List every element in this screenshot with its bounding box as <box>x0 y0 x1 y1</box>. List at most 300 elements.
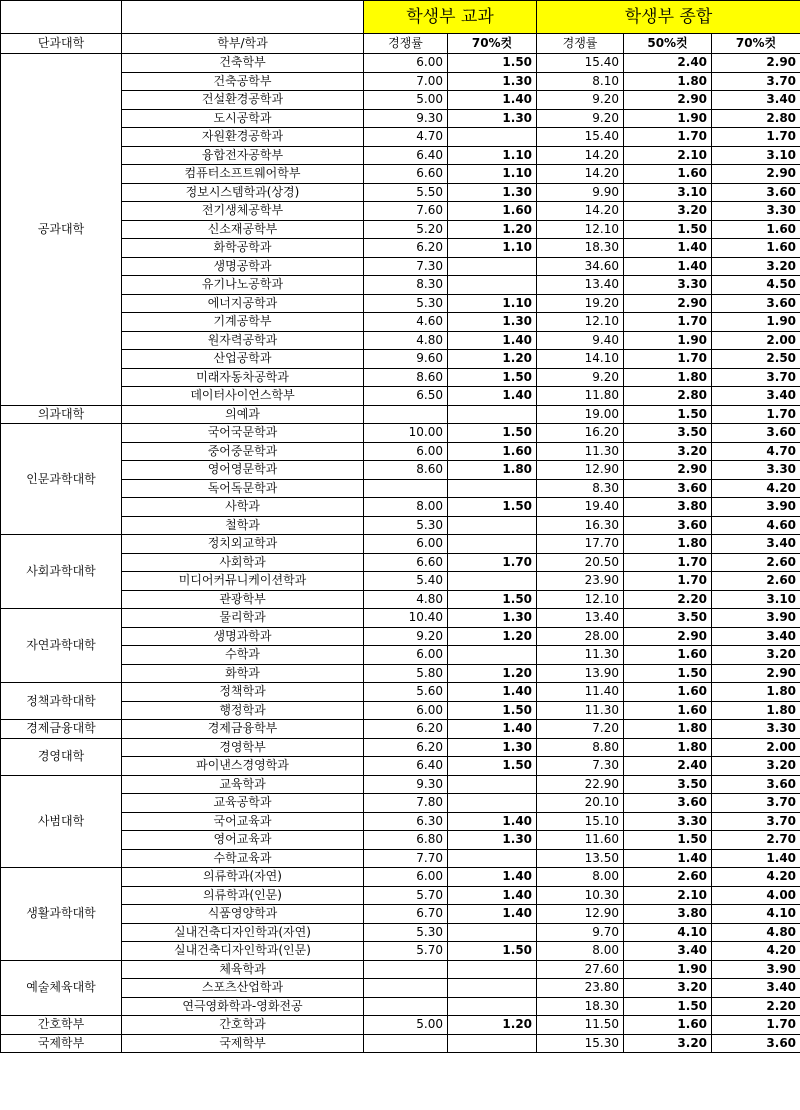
jonghap-50cut: 3.40 <box>624 942 712 961</box>
jonghap-50cut: 1.90 <box>624 109 712 128</box>
dept-name: 생명과학과 <box>122 627 364 646</box>
gyogwa-rate <box>364 479 448 498</box>
gyogwa-70cut: 1.50 <box>448 498 537 517</box>
jonghap-70cut: 3.90 <box>712 960 800 979</box>
gyogwa-rate: 7.30 <box>364 257 448 276</box>
jonghap-70cut: 3.60 <box>712 294 800 313</box>
jonghap-50cut: 2.20 <box>624 590 712 609</box>
dept-name: 정책학과 <box>122 683 364 702</box>
table-row <box>1 960 800 979</box>
dept-name: 신소재공학부 <box>122 220 364 239</box>
dept-name: 수학교육과 <box>122 849 364 868</box>
jonghap-70cut: 3.60 <box>712 775 800 794</box>
blank-header-cell <box>122 1 364 34</box>
gyogwa-70cut: 1.40 <box>448 683 537 702</box>
dept-name: 도시공학과 <box>122 109 364 128</box>
gyogwa-70cut: 1.20 <box>448 350 537 369</box>
dept-name: 국어국문학과 <box>122 424 364 443</box>
jonghap-rate: 16.20 <box>537 424 624 443</box>
jonghap-70cut: 4.20 <box>712 942 800 961</box>
dept-name: 사학과 <box>122 498 364 517</box>
gyogwa-70cut: 1.50 <box>448 942 537 961</box>
gyogwa-70cut: 1.50 <box>448 701 537 720</box>
college-name: 의과대학 <box>1 405 122 424</box>
gyogwa-rate <box>364 1034 448 1053</box>
gyogwa-rate: 6.70 <box>364 905 448 924</box>
jonghap-70cut: 4.80 <box>712 923 800 942</box>
dept-name: 교육학과 <box>122 775 364 794</box>
gyogwa-70cut: 1.40 <box>448 868 537 887</box>
jonghap-50cut: 2.10 <box>624 886 712 905</box>
gyogwa-rate: 6.80 <box>364 831 448 850</box>
gyogwa-rate: 8.30 <box>364 276 448 295</box>
gyogwa-70cut <box>448 405 537 424</box>
jonghap-70cut: 3.40 <box>712 535 800 554</box>
gyogwa-rate: 9.20 <box>364 627 448 646</box>
jonghap-50cut: 1.70 <box>624 350 712 369</box>
gyogwa-rate: 8.60 <box>364 461 448 480</box>
jonghap-rate: 19.20 <box>537 294 624 313</box>
col-header-gyogwa-70cut: 70%컷 <box>448 34 537 54</box>
jonghap-70cut: 3.10 <box>712 146 800 165</box>
gyogwa-70cut: 1.40 <box>448 812 537 831</box>
jonghap-rate: 15.10 <box>537 812 624 831</box>
col-header-jonghap-50cut: 50%컷 <box>624 34 712 54</box>
college-name: 예술체육대학 <box>1 960 122 1016</box>
jonghap-rate: 27.60 <box>537 960 624 979</box>
dept-name: 간호학과 <box>122 1016 364 1035</box>
gyogwa-rate: 4.80 <box>364 331 448 350</box>
gyogwa-rate: 9.60 <box>364 350 448 369</box>
jonghap-50cut: 3.20 <box>624 202 712 221</box>
gyogwa-70cut <box>448 516 537 535</box>
group-header-row <box>1 1 800 34</box>
college-name: 경영대학 <box>1 738 122 775</box>
jonghap-rate: 8.80 <box>537 738 624 757</box>
dept-name: 생명공학과 <box>122 257 364 276</box>
group-header-jonghap: 학생부 종합 <box>537 1 800 34</box>
gyogwa-70cut: 1.60 <box>448 442 537 461</box>
gyogwa-rate: 10.40 <box>364 609 448 628</box>
gyogwa-70cut <box>448 479 537 498</box>
dept-name: 식품영양학과 <box>122 905 364 924</box>
dept-name: 실내건축디자인학과(자연) <box>122 923 364 942</box>
gyogwa-rate: 6.00 <box>364 646 448 665</box>
gyogwa-rate <box>364 405 448 424</box>
jonghap-50cut: 1.90 <box>624 960 712 979</box>
gyogwa-rate: 5.20 <box>364 220 448 239</box>
dept-name: 독어독문학과 <box>122 479 364 498</box>
jonghap-70cut: 4.60 <box>712 516 800 535</box>
gyogwa-70cut <box>448 535 537 554</box>
dept-name: 정치외교학과 <box>122 535 364 554</box>
gyogwa-rate: 6.30 <box>364 812 448 831</box>
jonghap-70cut: 3.30 <box>712 461 800 480</box>
gyogwa-rate: 6.00 <box>364 54 448 73</box>
jonghap-rate: 14.20 <box>537 146 624 165</box>
jonghap-50cut: 3.50 <box>624 775 712 794</box>
table-row <box>1 54 800 73</box>
gyogwa-rate: 5.00 <box>364 91 448 110</box>
gyogwa-70cut <box>448 646 537 665</box>
jonghap-70cut: 3.60 <box>712 424 800 443</box>
gyogwa-70cut: 1.20 <box>448 664 537 683</box>
gyogwa-70cut: 1.50 <box>448 424 537 443</box>
college-name: 사범대학 <box>1 775 122 868</box>
dept-name: 미디어커뮤니케이션학과 <box>122 572 364 591</box>
dept-name: 교육공학과 <box>122 794 364 813</box>
jonghap-rate: 18.30 <box>537 997 624 1016</box>
college-name: 정책과학대학 <box>1 683 122 720</box>
dept-name: 기계공학부 <box>122 313 364 332</box>
gyogwa-70cut: 1.50 <box>448 757 537 776</box>
jonghap-50cut: 3.10 <box>624 183 712 202</box>
dept-name: 정보시스템학과(상경) <box>122 183 364 202</box>
jonghap-70cut: 2.60 <box>712 553 800 572</box>
jonghap-70cut: 2.90 <box>712 664 800 683</box>
jonghap-rate: 11.30 <box>537 701 624 720</box>
gyogwa-70cut: 1.10 <box>448 239 537 258</box>
table-row <box>1 1034 800 1053</box>
dept-name: 중어중문학과 <box>122 442 364 461</box>
gyogwa-70cut: 1.10 <box>448 165 537 184</box>
dept-name: 실내건축디자인학과(인문) <box>122 942 364 961</box>
table-row <box>1 424 800 443</box>
gyogwa-rate: 4.60 <box>364 313 448 332</box>
jonghap-50cut: 3.60 <box>624 479 712 498</box>
jonghap-rate: 20.10 <box>537 794 624 813</box>
dept-name: 영어교육과 <box>122 831 364 850</box>
gyogwa-70cut: 1.30 <box>448 183 537 202</box>
jonghap-rate: 12.10 <box>537 313 624 332</box>
jonghap-50cut: 1.80 <box>624 720 712 739</box>
jonghap-70cut: 3.20 <box>712 257 800 276</box>
jonghap-70cut: 2.20 <box>712 997 800 1016</box>
gyogwa-70cut: 1.40 <box>448 91 537 110</box>
table-row <box>1 720 800 739</box>
gyogwa-rate: 10.00 <box>364 424 448 443</box>
jonghap-70cut: 2.80 <box>712 109 800 128</box>
jonghap-rate: 34.60 <box>537 257 624 276</box>
dept-name: 국어교육과 <box>122 812 364 831</box>
jonghap-50cut: 1.60 <box>624 701 712 720</box>
dept-name: 관광학부 <box>122 590 364 609</box>
jonghap-70cut: 1.70 <box>712 405 800 424</box>
jonghap-50cut: 3.30 <box>624 812 712 831</box>
gyogwa-70cut <box>448 276 537 295</box>
jonghap-rate: 19.40 <box>537 498 624 517</box>
jonghap-rate: 23.80 <box>537 979 624 998</box>
jonghap-rate: 20.50 <box>537 553 624 572</box>
jonghap-rate: 13.40 <box>537 609 624 628</box>
jonghap-70cut: 2.90 <box>712 54 800 73</box>
jonghap-70cut: 4.20 <box>712 479 800 498</box>
jonghap-rate: 13.50 <box>537 849 624 868</box>
jonghap-70cut: 3.40 <box>712 627 800 646</box>
gyogwa-rate: 8.00 <box>364 498 448 517</box>
jonghap-rate: 9.20 <box>537 368 624 387</box>
gyogwa-rate: 6.40 <box>364 757 448 776</box>
jonghap-70cut: 1.80 <box>712 701 800 720</box>
jonghap-50cut: 3.60 <box>624 516 712 535</box>
jonghap-50cut: 1.80 <box>624 72 712 91</box>
gyogwa-rate: 6.60 <box>364 553 448 572</box>
blank-header-cell <box>1 1 122 34</box>
dept-name: 유기나노공학과 <box>122 276 364 295</box>
jonghap-70cut: 1.90 <box>712 313 800 332</box>
dept-name: 건설환경공학과 <box>122 91 364 110</box>
jonghap-rate: 15.40 <box>537 54 624 73</box>
jonghap-rate: 13.40 <box>537 276 624 295</box>
dept-name: 컴퓨터소프트웨어학부 <box>122 165 364 184</box>
jonghap-70cut: 4.70 <box>712 442 800 461</box>
jonghap-70cut: 2.00 <box>712 738 800 757</box>
gyogwa-70cut: 1.50 <box>448 590 537 609</box>
jonghap-50cut: 2.90 <box>624 461 712 480</box>
jonghap-70cut: 2.90 <box>712 165 800 184</box>
dept-name: 의류학과(자연) <box>122 868 364 887</box>
gyogwa-70cut: 1.10 <box>448 146 537 165</box>
dept-name: 체육학과 <box>122 960 364 979</box>
gyogwa-rate <box>364 960 448 979</box>
jonghap-50cut: 1.50 <box>624 664 712 683</box>
gyogwa-rate: 6.60 <box>364 165 448 184</box>
jonghap-50cut: 3.20 <box>624 1034 712 1053</box>
gyogwa-70cut: 1.40 <box>448 886 537 905</box>
jonghap-50cut: 1.60 <box>624 683 712 702</box>
jonghap-50cut: 1.60 <box>624 646 712 665</box>
jonghap-rate: 19.00 <box>537 405 624 424</box>
gyogwa-rate <box>364 979 448 998</box>
jonghap-70cut: 1.60 <box>712 220 800 239</box>
jonghap-70cut: 3.30 <box>712 720 800 739</box>
gyogwa-rate: 5.30 <box>364 294 448 313</box>
jonghap-rate: 9.90 <box>537 183 624 202</box>
jonghap-rate: 9.70 <box>537 923 624 942</box>
col-header-gyogwa-rate: 경쟁률 <box>364 34 448 54</box>
jonghap-50cut: 2.90 <box>624 91 712 110</box>
dept-name: 물리학과 <box>122 609 364 628</box>
gyogwa-70cut: 1.80 <box>448 461 537 480</box>
gyogwa-70cut <box>448 257 537 276</box>
dept-name: 자원환경공학과 <box>122 128 364 147</box>
dept-name: 에너지공학과 <box>122 294 364 313</box>
jonghap-50cut: 1.40 <box>624 257 712 276</box>
jonghap-50cut: 3.20 <box>624 979 712 998</box>
gyogwa-70cut <box>448 923 537 942</box>
table-row <box>1 405 800 424</box>
jonghap-70cut: 4.10 <box>712 905 800 924</box>
column-header-row <box>1 34 800 54</box>
jonghap-50cut: 1.80 <box>624 535 712 554</box>
jonghap-rate: 8.10 <box>537 72 624 91</box>
dept-name: 데이터사이언스학부 <box>122 387 364 406</box>
col-header-college: 단과대학 <box>1 34 122 54</box>
jonghap-70cut: 1.40 <box>712 849 800 868</box>
table-row <box>1 609 800 628</box>
gyogwa-70cut <box>448 979 537 998</box>
gyogwa-rate: 6.00 <box>364 442 448 461</box>
gyogwa-70cut <box>448 128 537 147</box>
dept-name: 행정학과 <box>122 701 364 720</box>
jonghap-50cut: 1.70 <box>624 572 712 591</box>
jonghap-rate: 12.10 <box>537 220 624 239</box>
gyogwa-70cut <box>448 997 537 1016</box>
dept-name: 스포츠산업학과 <box>122 979 364 998</box>
jonghap-rate: 11.50 <box>537 1016 624 1035</box>
jonghap-50cut: 1.40 <box>624 849 712 868</box>
gyogwa-rate: 6.20 <box>364 239 448 258</box>
jonghap-50cut: 1.50 <box>624 831 712 850</box>
gyogwa-rate <box>364 997 448 1016</box>
jonghap-70cut: 3.70 <box>712 368 800 387</box>
gyogwa-rate: 5.50 <box>364 183 448 202</box>
jonghap-rate: 10.30 <box>537 886 624 905</box>
jonghap-rate: 13.90 <box>537 664 624 683</box>
gyogwa-70cut <box>448 572 537 591</box>
gyogwa-rate: 9.30 <box>364 109 448 128</box>
table-row <box>1 775 800 794</box>
gyogwa-70cut: 1.30 <box>448 609 537 628</box>
dept-name: 국제학부 <box>122 1034 364 1053</box>
jonghap-70cut: 1.70 <box>712 1016 800 1035</box>
gyogwa-70cut <box>448 794 537 813</box>
dept-name: 수학과 <box>122 646 364 665</box>
jonghap-70cut: 3.10 <box>712 590 800 609</box>
gyogwa-70cut: 1.50 <box>448 54 537 73</box>
college-name: 인문과학대학 <box>1 424 122 535</box>
gyogwa-rate: 5.30 <box>364 923 448 942</box>
gyogwa-rate: 5.40 <box>364 572 448 591</box>
jonghap-70cut: 3.20 <box>712 757 800 776</box>
jonghap-50cut: 2.10 <box>624 146 712 165</box>
jonghap-rate: 8.00 <box>537 942 624 961</box>
jonghap-50cut: 3.80 <box>624 905 712 924</box>
gyogwa-70cut: 1.40 <box>448 387 537 406</box>
jonghap-50cut: 2.80 <box>624 387 712 406</box>
gyogwa-rate: 5.30 <box>364 516 448 535</box>
gyogwa-rate: 5.70 <box>364 886 448 905</box>
jonghap-70cut: 1.80 <box>712 683 800 702</box>
jonghap-70cut: 3.90 <box>712 609 800 628</box>
gyogwa-rate: 6.20 <box>364 720 448 739</box>
jonghap-50cut: 2.90 <box>624 294 712 313</box>
jonghap-50cut: 1.70 <box>624 553 712 572</box>
gyogwa-rate: 7.60 <box>364 202 448 221</box>
dept-name: 전기생체공학부 <box>122 202 364 221</box>
col-header-jonghap-70cut: 70%컷 <box>712 34 800 54</box>
gyogwa-rate: 8.60 <box>364 368 448 387</box>
jonghap-rate: 11.60 <box>537 831 624 850</box>
gyogwa-70cut: 1.40 <box>448 905 537 924</box>
jonghap-50cut: 4.10 <box>624 923 712 942</box>
jonghap-50cut: 1.80 <box>624 738 712 757</box>
gyogwa-70cut: 1.20 <box>448 627 537 646</box>
dept-name: 건축공학부 <box>122 72 364 91</box>
table-row <box>1 1016 800 1035</box>
jonghap-50cut: 1.60 <box>624 1016 712 1035</box>
jonghap-rate: 9.40 <box>537 331 624 350</box>
table-row <box>1 683 800 702</box>
dept-name: 영어영문학과 <box>122 461 364 480</box>
jonghap-rate: 11.30 <box>537 442 624 461</box>
jonghap-rate: 14.20 <box>537 202 624 221</box>
jonghap-70cut: 4.50 <box>712 276 800 295</box>
gyogwa-rate: 5.60 <box>364 683 448 702</box>
jonghap-70cut: 1.70 <box>712 128 800 147</box>
jonghap-rate: 12.10 <box>537 590 624 609</box>
jonghap-70cut: 2.70 <box>712 831 800 850</box>
gyogwa-70cut <box>448 960 537 979</box>
jonghap-70cut: 4.20 <box>712 868 800 887</box>
jonghap-50cut: 2.40 <box>624 757 712 776</box>
jonghap-rate: 12.90 <box>537 905 624 924</box>
dept-name: 경영학부 <box>122 738 364 757</box>
jonghap-70cut: 4.00 <box>712 886 800 905</box>
jonghap-50cut: 1.90 <box>624 331 712 350</box>
jonghap-50cut: 3.80 <box>624 498 712 517</box>
table-row <box>1 868 800 887</box>
jonghap-70cut: 3.90 <box>712 498 800 517</box>
jonghap-70cut: 3.40 <box>712 979 800 998</box>
jonghap-50cut: 1.60 <box>624 165 712 184</box>
jonghap-rate: 11.80 <box>537 387 624 406</box>
dept-name: 사회학과 <box>122 553 364 572</box>
gyogwa-rate: 5.80 <box>364 664 448 683</box>
col-header-dept: 학부/학과 <box>122 34 364 54</box>
jonghap-50cut: 1.50 <box>624 997 712 1016</box>
jonghap-rate: 8.30 <box>537 479 624 498</box>
gyogwa-70cut: 1.40 <box>448 720 537 739</box>
jonghap-rate: 15.40 <box>537 128 624 147</box>
gyogwa-rate: 6.50 <box>364 387 448 406</box>
gyogwa-rate: 6.00 <box>364 868 448 887</box>
gyogwa-rate: 5.70 <box>364 942 448 961</box>
jonghap-50cut: 2.60 <box>624 868 712 887</box>
jonghap-50cut: 3.50 <box>624 609 712 628</box>
dept-name: 경제금융학부 <box>122 720 364 739</box>
gyogwa-rate: 6.20 <box>364 738 448 757</box>
dept-name: 철학과 <box>122 516 364 535</box>
jonghap-70cut: 3.70 <box>712 812 800 831</box>
jonghap-rate: 16.30 <box>537 516 624 535</box>
jonghap-rate: 17.70 <box>537 535 624 554</box>
jonghap-70cut: 3.70 <box>712 794 800 813</box>
gyogwa-rate: 4.80 <box>364 590 448 609</box>
gyogwa-70cut: 1.30 <box>448 313 537 332</box>
jonghap-rate: 9.20 <box>537 91 624 110</box>
table-row <box>1 738 800 757</box>
gyogwa-rate: 4.70 <box>364 128 448 147</box>
jonghap-rate: 18.30 <box>537 239 624 258</box>
jonghap-50cut: 3.50 <box>624 424 712 443</box>
jonghap-50cut: 1.80 <box>624 368 712 387</box>
gyogwa-70cut: 1.30 <box>448 109 537 128</box>
gyogwa-70cut <box>448 849 537 868</box>
gyogwa-70cut: 1.40 <box>448 331 537 350</box>
jonghap-70cut: 3.70 <box>712 72 800 91</box>
group-header-gyogwa: 학생부 교과 <box>364 1 537 34</box>
college-name: 자연과학대학 <box>1 609 122 683</box>
college-name: 간호학부 <box>1 1016 122 1035</box>
jonghap-rate: 15.30 <box>537 1034 624 1053</box>
gyogwa-rate: 7.80 <box>364 794 448 813</box>
dept-name: 연극영화학과-영화전공 <box>122 997 364 1016</box>
college-name: 생활과학대학 <box>1 868 122 961</box>
gyogwa-70cut <box>448 1034 537 1053</box>
dept-name: 미래자동차공학과 <box>122 368 364 387</box>
jonghap-50cut: 1.50 <box>624 405 712 424</box>
